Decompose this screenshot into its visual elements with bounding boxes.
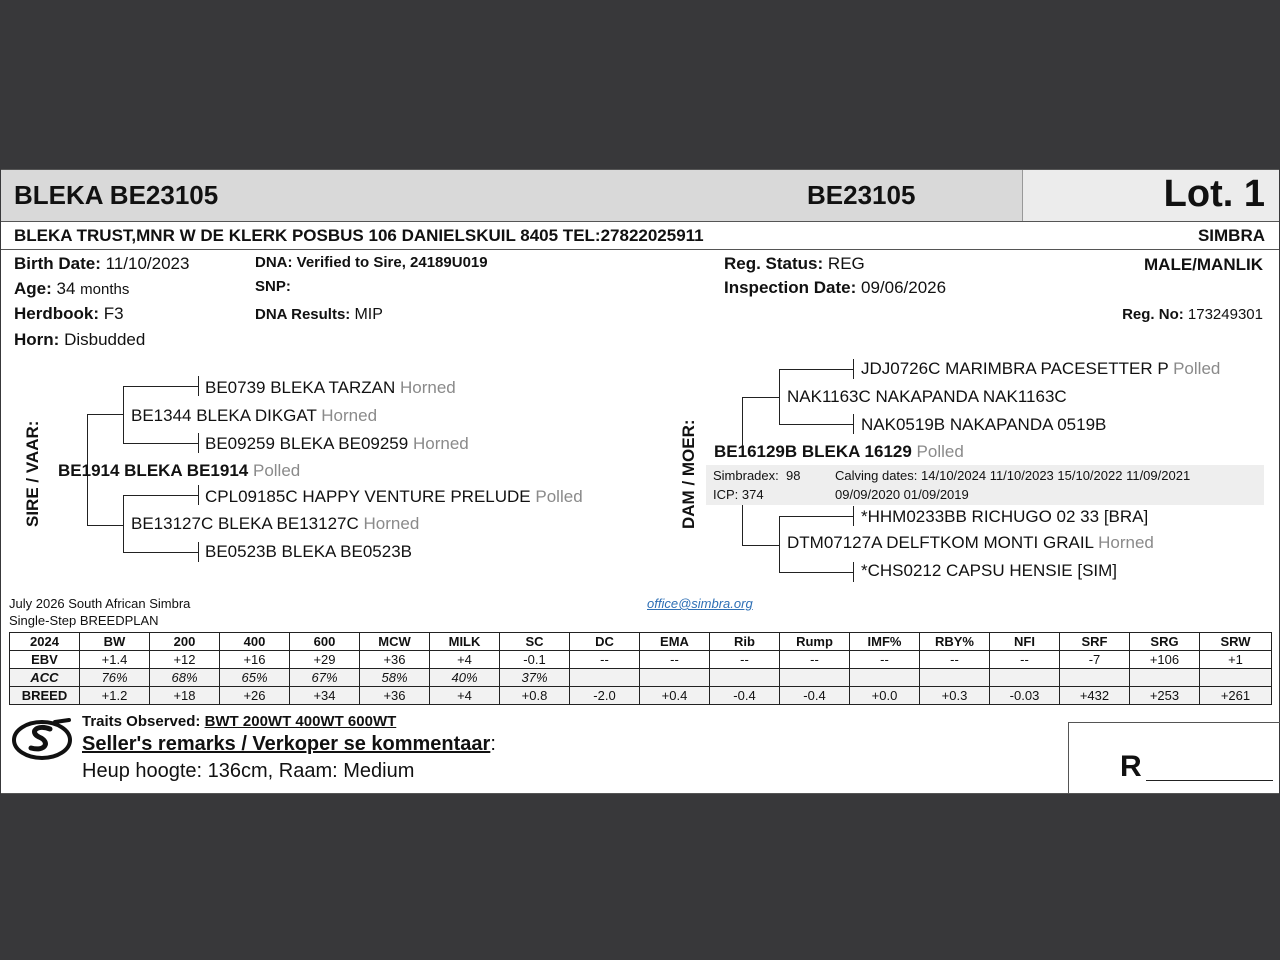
snp-label: SNP: (255, 278, 291, 295)
breed-label: SIMBRA (1197, 226, 1265, 245)
acc-row-cell: 68% (150, 669, 220, 687)
dam: BE16129B BLEKA 16129 Polled (714, 442, 964, 461)
ebv-title-1: July 2026 South African Simbra (9, 596, 191, 611)
sellers-remarks-heading: Seller's remarks / Verkoper se kommentaar: (82, 733, 496, 755)
price-currency: R (1120, 750, 1142, 783)
sire-sire-sire: BE0739 BLEKA TARZAN Horned (205, 378, 456, 397)
dam-sire-dam: NAK0519B NAKAPANDA 0519B (861, 415, 1107, 434)
sire: BE1914 BLEKA BE1914 Polled (58, 461, 301, 480)
acc-row-cell (920, 669, 990, 687)
headers-cell: 400 (220, 633, 290, 651)
simbradex: Simbradex: 98 (713, 468, 801, 483)
ebv-title-2: Single-Step BREEDPLAN (9, 613, 159, 628)
breed-row-cell: +0.0 (850, 687, 920, 705)
breed-row-cell: BREED (10, 687, 80, 705)
ebv-row-cell: +1.4 (80, 651, 150, 669)
horn-status: Horn: Disbudded (14, 330, 146, 349)
animal-name: BLEKA BE23105 (14, 180, 219, 210)
ebv-row-cell: -0.1 (500, 651, 570, 669)
acc-row-cell (710, 669, 780, 687)
breed-row-cell: +0.3 (920, 687, 990, 705)
dam-dam: DTM07127A DELFTKOM MONTI GRAIL Horned (787, 533, 1154, 552)
breed-row-cell: +1.2 (80, 687, 150, 705)
breed-row-cell: +253 (1130, 687, 1200, 705)
breed-row-cell: +4 (430, 687, 500, 705)
ebv-row-cell: +36 (360, 651, 430, 669)
dam-dam-sire: *HHM0233BB RICHUGO 02 33 [BRA] (861, 507, 1149, 526)
headers-cell: IMF% (850, 633, 920, 651)
breed-row-cell: +18 (150, 687, 220, 705)
acc-row-cell: ACC (10, 669, 80, 687)
acc-row-cell: 65% (220, 669, 290, 687)
headers-cell: Rump (780, 633, 850, 651)
headers-cell: BW (80, 633, 150, 651)
headers-cell: MILK (430, 633, 500, 651)
reg-status: Reg. Status: REG (724, 254, 865, 273)
birth-date: Birth Date: 11/10/2023 (14, 254, 190, 273)
email-link[interactable]: office@simbra.org (647, 596, 753, 611)
ebv-row-cell: -- (850, 651, 920, 669)
breed-row-cell: +26 (220, 687, 290, 705)
sire-sire-dam: BE09259 BLEKA BE09259 Horned (205, 434, 469, 453)
dam-sire-sire: JDJ0726C MARIMBRA PACESETTER P Polled (861, 359, 1221, 378)
breed-row-cell: +261 (1200, 687, 1272, 705)
dam-side-label: DAM / MOER: (679, 419, 698, 529)
animal-code: BE23105 (807, 180, 916, 210)
acc-row-cell (1060, 669, 1130, 687)
ebv-row-cell: +106 (1130, 651, 1200, 669)
acc-row-cell: 40% (430, 669, 500, 687)
ebv-row-cell: +4 (430, 651, 500, 669)
acc-row-cell: 76% (80, 669, 150, 687)
breed-row-cell: +0.4 (640, 687, 710, 705)
headers-cell: 2024 (10, 633, 80, 651)
ebv-row-cell: -- (990, 651, 1060, 669)
ebv-row-cell: -- (780, 651, 850, 669)
headers-cell: NFI (990, 633, 1060, 651)
acc-row-cell (990, 669, 1060, 687)
sex-label: MALE/MANLIK (1144, 255, 1263, 274)
simbra-logo-icon (11, 716, 73, 762)
acc-row-cell: 67% (290, 669, 360, 687)
headers-cell: Rib (710, 633, 780, 651)
sire-side-label: SIRE / VAAR: (23, 420, 42, 527)
sire-dam-dam: BE0523B BLEKA BE0523B (205, 542, 412, 561)
sellers-remarks-text: Heup hoogte: 136cm, Raam: Medium (82, 760, 415, 782)
ebv-row-cell: +29 (290, 651, 360, 669)
headers-cell: SRW (1200, 633, 1272, 651)
ebv-table (9, 632, 1272, 705)
headers-cell: MCW (360, 633, 430, 651)
ebv-row-cell: EBV (10, 651, 80, 669)
owner-address: BLEKA TRUST,MNR W DE KLERK POSBUS 106 DANIELSKUIL 8405 TEL:27822025911 (14, 226, 704, 245)
traits-observed: Traits Observed: BWT 200WT 400WT 600WT (82, 713, 397, 730)
acc-row-cell (780, 669, 850, 687)
age: Age: 34 months (14, 279, 130, 298)
acc-row-cell: 58% (360, 669, 430, 687)
ebv-row-cell: -- (640, 651, 710, 669)
owner-row (1, 222, 1279, 250)
breed-row-cell: +34 (290, 687, 360, 705)
breed-row (10, 687, 1272, 705)
ebv-row-cell: -- (570, 651, 640, 669)
breed-row-cell: +0.8 (500, 687, 570, 705)
lot-number: Lot. 1 (1163, 173, 1265, 215)
acc-row-cell (850, 669, 920, 687)
ebv-row-cell: +1 (1200, 651, 1272, 669)
headers-cell: EMA (640, 633, 710, 651)
acc-row-cell (1130, 669, 1200, 687)
reg-number: Reg. No: 173249301 (1122, 306, 1263, 323)
breed-row-cell: -2.0 (570, 687, 640, 705)
dam-dam-dam: *CHS0212 CAPSU HENSIE [SIM] (861, 561, 1118, 580)
acc-row-cell (640, 669, 710, 687)
calving-dates-line2: 09/09/2020 01/09/2019 (835, 487, 969, 502)
ebv-row-cell: -- (710, 651, 780, 669)
icp: ICP: 374 (713, 487, 764, 502)
dna-verification: DNA: Verified to Sire, 24189U019 (255, 254, 488, 271)
header-bar (1, 170, 1279, 222)
breed-row-cell: +36 (360, 687, 430, 705)
sire-sire: BE1344 BLEKA DIKGAT Horned (131, 406, 378, 425)
price-box[interactable] (1068, 722, 1280, 794)
ebv-header-row (10, 633, 1272, 651)
acc-row-cell (1200, 669, 1272, 687)
headers-cell: RBY% (920, 633, 990, 651)
herdbook: Herdbook: F3 (14, 304, 124, 323)
ebv-row-cell: -7 (1060, 651, 1130, 669)
breed-row-cell: -0.4 (780, 687, 850, 705)
inspection-date: Inspection Date: 09/06/2026 (724, 278, 947, 297)
breed-row-cell: -0.4 (710, 687, 780, 705)
headers-cell: DC (570, 633, 640, 651)
sire-dam-sire: CPL09185C HAPPY VENTURE PRELUDE Polled (205, 487, 583, 506)
price-line (1146, 780, 1273, 781)
ebv-row-cell: +12 (150, 651, 220, 669)
acc-row-cell (570, 669, 640, 687)
sire-dam: BE13127C BLEKA BE13127C Horned (131, 514, 420, 533)
headers-cell: 600 (290, 633, 360, 651)
breed-row-cell: +432 (1060, 687, 1130, 705)
acc-row (10, 669, 1272, 687)
acc-row-cell: 37% (500, 669, 570, 687)
headers-cell: SC (500, 633, 570, 651)
breed-row-cell: -0.03 (990, 687, 1060, 705)
calving-dates-line1: Calving dates: 14/10/2024 11/10/2023 15/10/2022 11/09/2021 (835, 468, 1191, 483)
ebv-row-cell: +16 (220, 651, 290, 669)
ebv-row-cell: -- (920, 651, 990, 669)
headers-cell: SRG (1130, 633, 1200, 651)
dam-sire: NAK1163C NAKAPANDA NAK1163C (787, 387, 1067, 406)
headers-cell: 200 (150, 633, 220, 651)
dna-results: DNA Results: MIP (255, 306, 383, 323)
lot-card (1, 169, 1279, 794)
ebv-row (10, 651, 1272, 669)
headers-cell: SRF (1060, 633, 1130, 651)
